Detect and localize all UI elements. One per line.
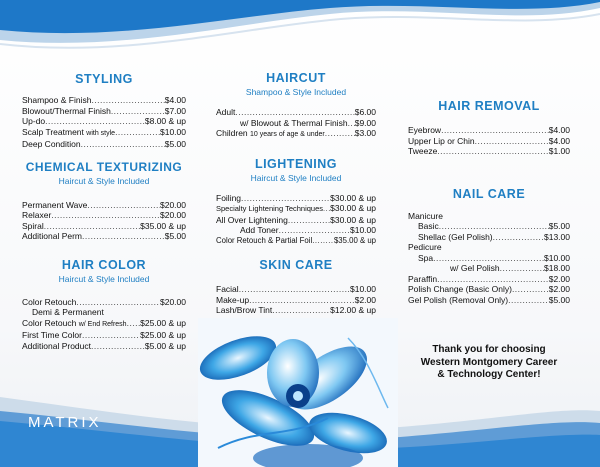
price-row: Add Toner ..... $10.00 [216,225,376,236]
hair-color-title: HAIR COLOR [61,257,147,272]
hair-removal-list [408,125,570,157]
matrix-logo: MATRIX [28,414,102,431]
chemical-texturizing-title: CHEMICAL TEXTURIZING [25,159,183,174]
middle-column [216,0,376,316]
price-row: Shampoo & Finish ..... $4.00 [22,95,186,106]
price-row: Relaxer ..... $20.00 [22,210,186,221]
price-row: Tweeze ..... $1.00 [408,146,570,157]
hair-removal-title: HAIR REMOVAL [438,99,540,113]
price-row-heading: Manicure [408,210,443,221]
price-row: Facial ..... $10.00 [216,284,376,295]
price-row: Basic ..... $5.00 [408,221,570,232]
thank-you-message: Thank you for choosing Western Montgomery Career & Technology Center! [420,344,558,380]
price-row: Lash/Brow Tint ..... $12.00 & up [216,305,376,316]
price-row: w/ Gel Polish ..... $18.00 [408,263,570,274]
price-row: w/ Blowout & Thermal Finish ..... $9.00 [216,118,376,129]
price-row: Color Retouch ..... $20.00 [22,297,186,308]
price-row: Blowout/Thermal Finish ..... $7.00 [22,106,186,117]
price-row-heading: Pedicure [408,242,442,252]
price-row: Up-do ..... $8.00 & up [22,116,186,127]
lightening-subtitle: Haircut & Style Included [250,172,342,183]
haircut-title: HAIRCUT [266,71,326,85]
nail-care-title: NAIL CARE [452,186,526,201]
price-row: Make-up ..... $2.00 [216,295,376,306]
price-row: Color Retouch w/ End Refresh ..... $25.00 & up [22,318,186,331]
haircut-subtitle: Shampoo & Style Included [245,87,347,97]
lightening-title: LIGHTENING [254,156,338,171]
price-row: Permanent Wave ..... $20.00 [22,200,186,211]
price-row: Paraffin ..... $2.00 [408,274,570,285]
price-row: Spa ..... $10.00 [408,253,570,264]
price-row-heading: Demi & Permanent [32,307,104,317]
hair-color-subtitle: Haircut & Style Included [58,273,150,284]
price-row: Shellac (Gel Polish) ..... $13.00 [408,232,570,243]
price-row: Color Retouch & Partial Foil ..... $35.00 & up [216,236,376,247]
lightening-list [216,193,376,247]
price-row: Children 10 years of age & under ..... $3.00 [216,128,376,141]
haircut-list [216,107,376,141]
price-row: First Time Color ..... $25.00 & up [22,330,186,341]
price-row: All Over Lightening ..... $30.00 & up [216,215,376,226]
hair-color-list [22,297,186,352]
price-row: Additional Product ..... $5.00 & up [22,341,186,352]
price-row: Adult ..... $6.00 [216,107,376,118]
price-row: Additional Perm ..... $5.00 [22,231,186,242]
right-column [408,0,570,305]
price-row: Foiling ..... $30.00 & up [216,193,376,204]
price-row: Spiral ..... $35.00 & up [22,221,186,232]
chemical-texturizing-subtitle: Haircut & Style Included [58,175,150,186]
price-row: Gel Polish (Removal Only) ..... $5.00 [408,295,570,306]
styling-title: STYLING [75,72,133,86]
price-row: Polish Change (Basic Only) ..... $2.00 [408,284,570,295]
price-row: Specialty Lightening Techniques ..... $30.00 & up [216,203,376,215]
price-row: Scalp Treatment with style ..... $10.00 [22,127,186,140]
skin-care-title: SKIN CARE [259,258,333,272]
chemical-texturizing-list [22,200,186,242]
price-row: Upper Lip or Chin ..... $4.00 [408,136,570,147]
price-row: Deep Condition ..... $5.00 [22,139,186,150]
skin-care-list [216,284,376,316]
styling-list [22,95,186,150]
left-column [22,0,186,351]
nail-care-list [408,211,570,306]
price-row: Eyebrow ..... $4.00 [408,125,570,136]
blue-flower-illustration [198,318,398,467]
